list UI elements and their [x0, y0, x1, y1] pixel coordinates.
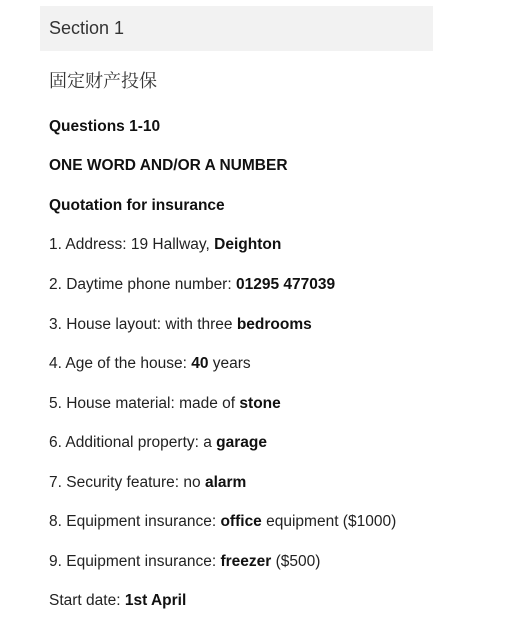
item-label: 7. Security feature: no	[49, 474, 205, 491]
section-title: Section 1	[49, 18, 125, 38]
questions-range: Questions 1-10	[49, 118, 161, 135]
item-label: 4. Age of the house:	[49, 355, 192, 372]
list-item	[49, 433, 267, 453]
list-item	[49, 354, 251, 374]
list-item	[49, 473, 246, 493]
item-answer: 1st April	[124, 592, 187, 609]
item-answer: 40	[191, 355, 209, 372]
subtitle: 固定财产投保	[49, 71, 157, 92]
item-answer: freezer	[220, 553, 272, 570]
item-suffix: ($500)	[271, 553, 321, 570]
item-answer: bedrooms	[236, 316, 312, 333]
item-answer: 01295 477039	[235, 276, 336, 293]
item-label: 9. Equipment insurance:	[49, 553, 221, 570]
list-item	[49, 512, 396, 532]
item-suffix: equipment ($1000)	[261, 513, 397, 530]
item-answer: garage	[216, 434, 268, 451]
item-label: 5. House material: made of	[49, 395, 240, 412]
item-label: 3. House layout: with three	[49, 316, 237, 333]
list-item	[49, 591, 186, 611]
list-item	[49, 235, 281, 255]
form-title: Quotation for insurance	[49, 197, 225, 214]
item-label: 1. Address: 19 Hallway,	[49, 236, 215, 253]
item-label: 8. Equipment insurance:	[49, 513, 221, 530]
list-item	[49, 315, 312, 335]
list-item	[49, 394, 281, 414]
item-answer: stone	[239, 395, 281, 412]
section-header	[40, 6, 433, 51]
list-item	[49, 275, 335, 295]
instruction: ONE WORD AND/OR A NUMBER	[49, 157, 288, 174]
item-answer: office	[220, 513, 262, 530]
item-label: Start date:	[49, 592, 125, 609]
item-label: 6. Additional property: a	[49, 434, 217, 451]
item-label: 2. Daytime phone number:	[49, 276, 236, 293]
item-answer: alarm	[204, 474, 247, 491]
list-item	[49, 552, 320, 572]
item-answer: Deighton	[214, 236, 282, 253]
item-suffix: years	[208, 355, 251, 372]
